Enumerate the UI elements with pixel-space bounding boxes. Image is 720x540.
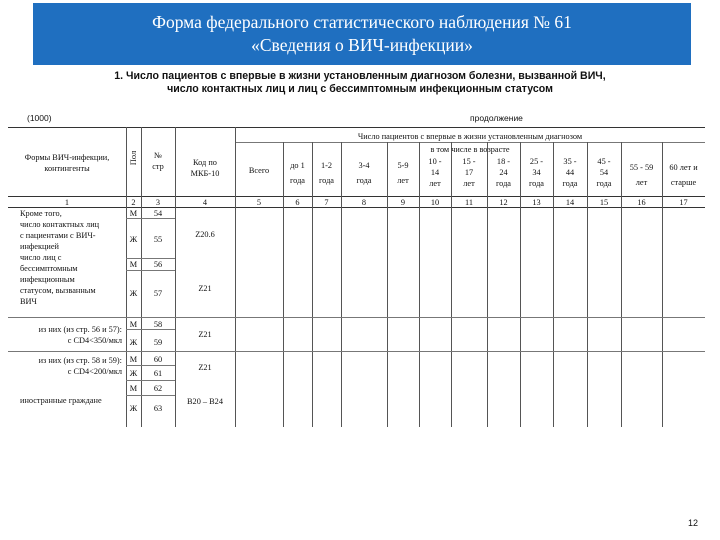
row-label-foreign: иностранные граждане xyxy=(20,396,102,405)
col-number: 2 xyxy=(131,198,136,207)
icd-code: B20 – B24 xyxy=(187,397,223,406)
age-header: 60 лет и старше xyxy=(669,163,698,187)
row-number: 59 xyxy=(153,338,163,347)
section-heading-line-2: число контактных лиц и лиц с бессимптомным инфекционным статусом xyxy=(167,83,553,95)
row-divider xyxy=(126,270,175,271)
row-divider xyxy=(126,395,175,396)
table-top-border xyxy=(8,127,705,128)
sex-cell: Ж xyxy=(129,338,138,347)
sex-cell: М xyxy=(129,355,138,364)
age-header: 10 - 14 лет xyxy=(428,157,442,188)
sex-cell: М xyxy=(129,384,138,393)
row-label-asymptomatic: число лиц с бессимптомным инфекционным статусом, вызванным ВИЧ xyxy=(20,253,96,306)
row-number: 60 xyxy=(153,355,163,364)
section-heading-line-1: 1. Число пациентов с впервые в жизни установленным диагнозом болезни, вызванной ВИЧ, xyxy=(114,70,606,82)
col-number: 16 xyxy=(637,198,646,207)
sex-cell: Ж xyxy=(129,289,138,298)
age-header: 18 - 24 года xyxy=(495,157,511,188)
sex-cell: Ж xyxy=(129,369,138,378)
col-number: 15 xyxy=(599,198,609,207)
col-number: 12 xyxy=(499,198,508,207)
sex-cell: Ж xyxy=(129,404,138,413)
row-divider xyxy=(8,317,705,318)
sex-cell: М xyxy=(129,260,138,269)
row-number: 56 xyxy=(153,260,163,269)
col-number: 1 xyxy=(64,198,70,207)
col-number: 17 xyxy=(679,198,688,207)
sex-cell: Ж xyxy=(129,235,138,244)
col-divider xyxy=(126,127,127,427)
icd-code: Z20.6 xyxy=(195,230,215,239)
age-header: 15 - 17 лет xyxy=(462,157,476,188)
row-number: 57 xyxy=(153,289,163,298)
section-heading xyxy=(40,70,680,96)
continuation-label: продолжение xyxy=(470,113,523,123)
age-header: до 1 года xyxy=(289,161,305,185)
row-divider xyxy=(126,365,175,366)
col-number: 3 xyxy=(155,198,161,207)
row-divider xyxy=(8,351,705,352)
row-number: 58 xyxy=(153,320,163,329)
col-number: 10 xyxy=(430,198,440,207)
col-divider xyxy=(141,127,142,427)
col-number: 9 xyxy=(400,198,406,207)
col-number: 14 xyxy=(565,198,575,207)
row-number: 62 xyxy=(153,384,163,393)
age-header: 55 - 59 лет xyxy=(629,163,654,187)
sex-cell: М xyxy=(129,209,138,218)
group-header-divider xyxy=(235,142,705,143)
sex-cell: М xyxy=(129,320,138,329)
icd-code: Z21 xyxy=(198,330,212,339)
row-number: 54 xyxy=(153,209,163,218)
icd-code-header: Код по МКБ-10 xyxy=(190,158,220,178)
row-number: 61 xyxy=(153,369,163,378)
col-number: 8 xyxy=(361,198,367,207)
title-banner xyxy=(33,3,691,65)
age-header: 3-4 года xyxy=(356,161,372,185)
row-divider xyxy=(126,380,175,381)
col-number: 11 xyxy=(465,198,473,207)
row-label-contacts: Кроме того, число контактных лиц с пациентами с ВИЧ- инфекцией xyxy=(20,209,100,251)
total-header: Всего xyxy=(248,166,270,175)
col-number: 13 xyxy=(532,198,541,207)
col-number: 7 xyxy=(324,198,329,207)
title-line-2: «Сведения о ВИЧ-инфекции» xyxy=(251,35,473,55)
col-number: 5 xyxy=(256,198,262,207)
age-header: 35 - 44 года xyxy=(562,157,578,188)
icd-code: Z21 xyxy=(198,284,212,293)
row-label-cd4-350: из них (из стр. 56 и 57): с CD4<350/мкл xyxy=(38,325,122,345)
row-label-cd4-200: из них (из стр. 58 и 59): с CD4<200/мкл xyxy=(38,356,122,376)
page-number: 12 xyxy=(688,518,699,528)
sex-header: Пол xyxy=(128,150,138,166)
col-number: 6 xyxy=(295,198,300,207)
title-line-1: Форма федерального статистического наблюдения № 61 xyxy=(152,12,572,32)
age-header: 25 - 34 года xyxy=(528,157,544,188)
age-header: 5-9 лет xyxy=(397,161,409,185)
age-header: 45 - 54 года xyxy=(596,157,612,188)
forms-header: Формы ВИЧ-инфекции, контингенты xyxy=(24,153,110,173)
col-number: 4 xyxy=(202,198,208,207)
age-header: 1-2 года xyxy=(318,161,334,185)
row-number-header: № стр xyxy=(152,151,164,171)
icd-code: Z21 xyxy=(198,363,212,372)
table-code: (1000) xyxy=(27,113,52,123)
age-subgroup-header: в том числе в возрасте xyxy=(430,145,510,154)
row-number: 55 xyxy=(153,235,163,244)
row-number: 63 xyxy=(153,404,163,413)
age-group-header: Число пациентов с впервые в жизни установленным диагнозом xyxy=(357,132,583,141)
